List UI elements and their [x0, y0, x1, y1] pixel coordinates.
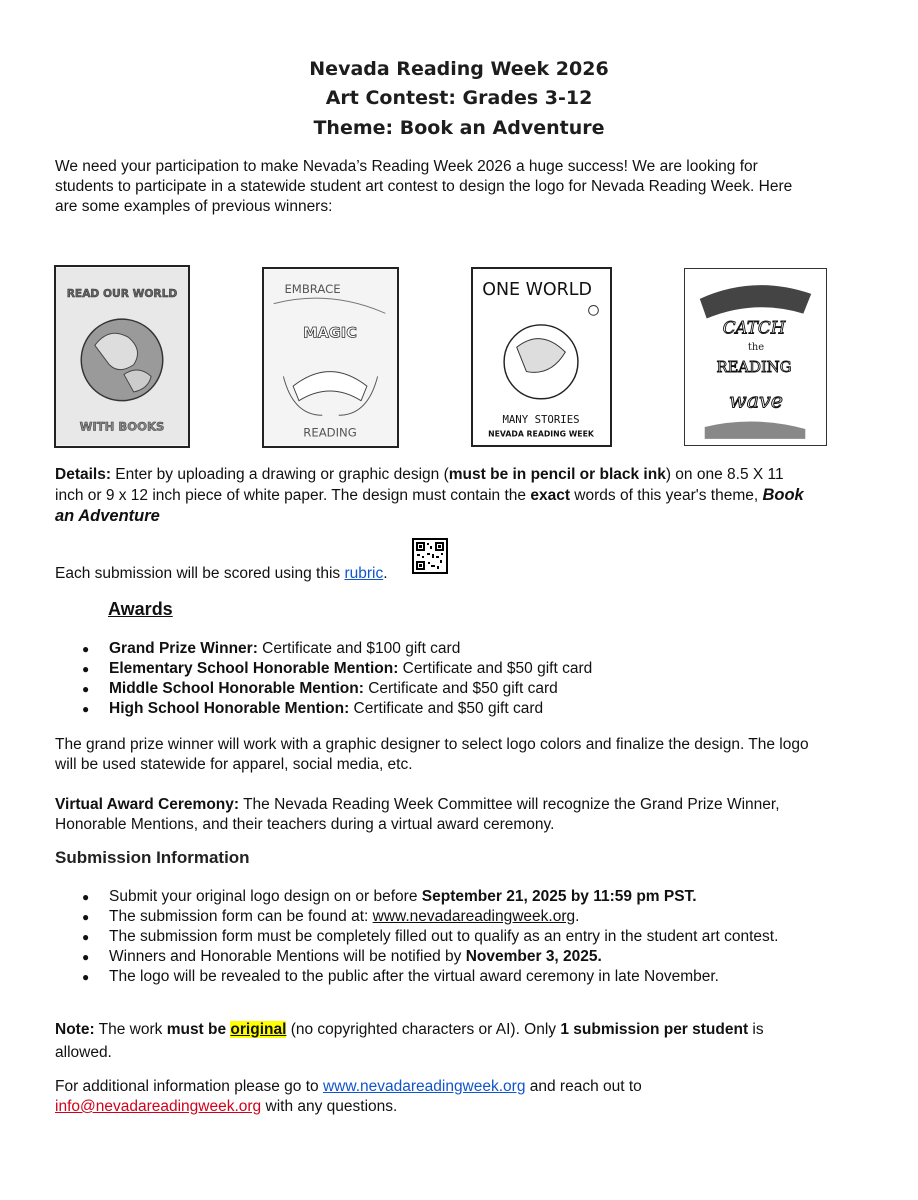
theme-text: Book [762, 486, 804, 504]
intro-line: students to participate in a statewide student art contest to design the logo for Nevada Reading Week. Here [55, 178, 793, 195]
qr-code[interactable] [412, 538, 448, 574]
submission-text: . [575, 908, 580, 925]
grand-prize-line: will be used statewide for apparel, social media, etc. [55, 756, 413, 773]
website-link[interactable]: www.nevadareadingweek.org [322, 1078, 526, 1095]
theme-text: an Adventure [55, 507, 160, 525]
submission-text: Winners and Honorable Mentions will be notified by [109, 948, 466, 965]
award-text: Certificate and $50 gift card [398, 660, 593, 677]
note-text: The work [94, 1021, 167, 1038]
details-text: Enter by uploading a drawing or graphic design ( [111, 466, 449, 483]
list-item [82, 887, 778, 907]
note-paragraph [55, 1018, 875, 1064]
intro-line: are some examples of previous winners: [55, 198, 333, 215]
title-line-1: Nevada Reading Week 2026 [309, 58, 609, 80]
example-4-footer: wave [729, 388, 783, 413]
details-text: words of this year's theme, [570, 487, 763, 504]
rubric-link[interactable]: rubric [344, 565, 384, 582]
note-text: is [748, 1021, 764, 1038]
example-4-middle-text: the [747, 342, 765, 354]
list-item [82, 907, 778, 927]
details-paragraph [55, 465, 870, 527]
submission-text: The submission form must be completely filled out to qualify as an entry in the student art contest. [109, 928, 779, 945]
award-label: Middle School Honorable Mention: [109, 680, 364, 697]
grand-prize-line: The grand prize winner will work with a graphic designer to select logo colors and finalize the design. The logo [55, 736, 809, 753]
rubric-end: . [383, 565, 388, 582]
intro-line: We need your participation to make Nevada’s Reading Week 2026 a huge success! We are looking for [55, 158, 758, 175]
example-3-top-text: ONE WORLD [482, 279, 593, 300]
award-text: Certificate and $50 gift card [363, 680, 558, 697]
example-artwork-4 [684, 268, 827, 446]
virtual-text: Honorable Mentions, and their teachers during a virtual award ceremony. [55, 816, 555, 833]
award-text: Certificate and $100 gift card [257, 640, 461, 657]
list-item [82, 967, 778, 987]
example-artwork-3 [471, 267, 612, 447]
virtual-label: Virtual Award Ceremony: [55, 796, 240, 813]
details-bold: must be in pencil or black ink [448, 466, 666, 483]
intro-paragraph [55, 157, 865, 217]
example-1-top-text: READ OUR WORLD [66, 286, 178, 300]
example-artwork-1 [54, 265, 190, 448]
award-label: Elementary School Honorable Mention: [109, 660, 399, 677]
awards-list [82, 639, 592, 719]
list-item [82, 927, 778, 947]
details-text: inch or 9 x 12 inch piece of white paper. The design must contain the [55, 487, 531, 504]
note-text: allowed. [55, 1044, 112, 1061]
email-link[interactable]: info@nevadareadingweek.org [55, 1098, 262, 1115]
more-info-text: with any questions. [261, 1098, 398, 1115]
note-bold: 1 submission per student [560, 1021, 749, 1038]
notification-date: November 3, 2025. [465, 948, 602, 965]
submission-text: The submission form can be found at: [109, 908, 373, 925]
details-label: Details: [55, 466, 111, 483]
title-line-3: Theme: Book an Adventure [313, 117, 605, 139]
rubric-text: Each submission will be scored using this [55, 565, 345, 582]
example-1-bottom-text: WITH BOOKS [79, 419, 165, 434]
example-4-bottom-text: READING [716, 358, 792, 376]
submission-text: The logo will be revealed to the public after the virtual award ceremony in late November. [109, 968, 719, 985]
more-info-text: For additional information please go to [55, 1078, 323, 1095]
list-item [82, 679, 592, 699]
submission-deadline: September 21, 2025 by 11:59 pm PST. [421, 888, 697, 905]
submission-text: Submit your original logo design on or before [109, 888, 422, 905]
awards-heading: Awards [108, 599, 173, 619]
award-text: Certificate and $50 gift card [349, 700, 544, 717]
example-2-top-text: EMBRACE [284, 281, 341, 296]
example-4-top-text: CATCH [722, 317, 786, 338]
list-item [82, 639, 592, 659]
original-highlight: original [230, 1021, 287, 1038]
grand-prize-paragraph [55, 735, 875, 775]
virtual-text: The Nevada Reading Week Committee will recognize the Grand Prize Winner, [239, 796, 780, 813]
example-2-bottom-text: READING [303, 425, 357, 440]
submission-heading: Submission Information [55, 848, 250, 867]
example-2-middle-text: MAGIC [303, 324, 357, 342]
example-3-footer: NEVADA READING WEEK [488, 429, 594, 439]
submission-list [82, 887, 778, 987]
more-info-paragraph [55, 1077, 875, 1117]
list-item [82, 699, 592, 719]
list-item [82, 947, 778, 967]
note-bold: must be [166, 1021, 231, 1038]
virtual-ceremony-paragraph [55, 795, 875, 835]
rubric-line [55, 564, 388, 584]
example-artwork-2 [262, 267, 399, 448]
details-bold: exact [530, 487, 570, 504]
award-label: Grand Prize Winner: [109, 640, 258, 657]
submission-form-link[interactable]: www.nevadareadingweek.org [372, 908, 576, 925]
details-text: ) on one 8.5 X 11 [665, 466, 784, 483]
list-item [82, 659, 592, 679]
more-info-text: and reach out to [525, 1078, 642, 1095]
qr-code-icon [414, 540, 446, 572]
note-text: (no copyrighted characters or AI). Only [286, 1021, 561, 1038]
note-label: Note: [55, 1021, 95, 1038]
award-label: High School Honorable Mention: [109, 700, 350, 717]
example-3-bottom-text: MANY STORIES [502, 413, 580, 427]
title-line-2: Art Contest: Grades 3-12 [325, 87, 593, 109]
